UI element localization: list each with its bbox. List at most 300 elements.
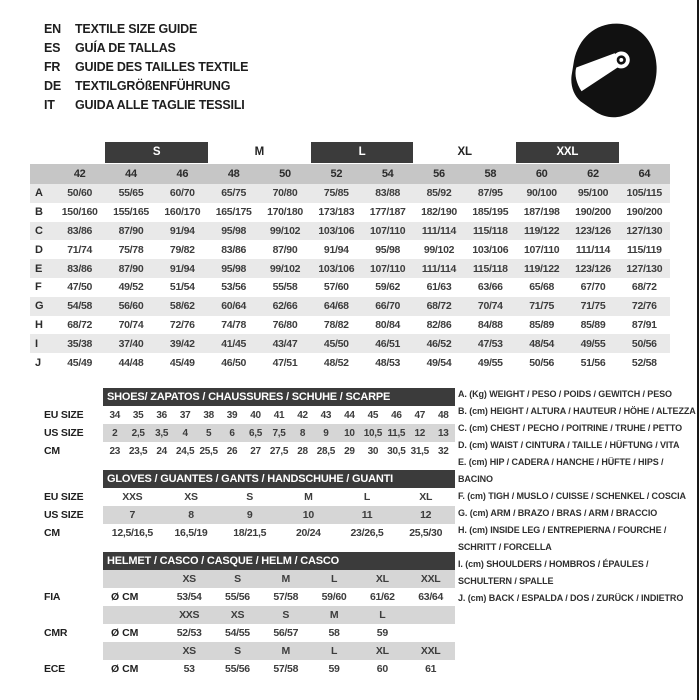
- row-label: US SIZE: [44, 427, 84, 439]
- glove-size-cell: 8: [188, 509, 194, 521]
- shoe-size-cell: 39: [226, 409, 238, 421]
- shoe-size-cell: 28,5: [316, 445, 336, 457]
- measurement-cell: 35/38: [67, 337, 93, 350]
- measurement-row: [30, 334, 670, 353]
- standard-label: CMR: [44, 627, 68, 639]
- glove-size-cell: 18/21,5: [233, 527, 267, 539]
- measurement-cell: 190/200: [626, 206, 663, 219]
- shoe-size-cell: 29: [344, 445, 355, 457]
- measurement-row: [30, 297, 670, 316]
- glove-size-cell: XXS: [122, 491, 143, 503]
- measurement-cell: 111/114: [575, 243, 611, 256]
- right-border-line: [697, 0, 699, 700]
- row-label: CM: [44, 527, 60, 539]
- measurement-cell: 47/50: [67, 281, 93, 294]
- row-letter: J: [35, 356, 42, 369]
- glove-size-cell: 23/26,5: [350, 527, 384, 539]
- shoe-size-cell: 27,5: [269, 445, 289, 457]
- shoes-title: SHOES/ ZAPATOS / CHAUSSURES / SCHUHE / SCARPE: [107, 391, 391, 403]
- shoe-size-cell: 42: [297, 409, 308, 421]
- measurement-row: [30, 222, 670, 241]
- measurement-cell: 57/60: [323, 281, 349, 294]
- measurement-cell: 85/92: [426, 187, 452, 200]
- shoe-size-cell: 2: [112, 427, 118, 439]
- measurement-rows: [30, 184, 670, 372]
- measurement-cell: 173/183: [318, 206, 355, 219]
- legend-item: H. (cm) INSIDE LEG / ENTREPIERNA / FOURCHE / SCHRITT / FORCELLA: [458, 525, 667, 552]
- measurement-cell: 56/60: [118, 300, 144, 313]
- helmet-size-cell: L: [379, 609, 386, 621]
- helmet-value-cell: 61/62: [369, 591, 395, 603]
- measurement-cell: 95/100: [577, 187, 609, 200]
- language-label: GUÍA DE TALLAS: [75, 41, 176, 55]
- helmet-size-cell: M: [281, 645, 290, 657]
- helmet-value-cell: 57/58: [273, 663, 299, 675]
- measurement-cell: 46/51: [375, 337, 401, 350]
- measurement-cell: 103/106: [318, 224, 355, 237]
- language-row: [44, 39, 248, 58]
- shoe-size-cell: 31,5: [410, 445, 429, 457]
- shoe-size-cell: 24: [156, 445, 167, 457]
- measurement-cell: 185/195: [472, 206, 509, 219]
- row-label: EU SIZE: [44, 491, 84, 503]
- shoe-size-cell: 23: [109, 445, 120, 457]
- language-row: [44, 96, 248, 115]
- shoe-size-cell: 12: [414, 427, 426, 439]
- glove-size-cell: 20/24: [295, 527, 321, 539]
- measurement-row: [30, 240, 670, 259]
- diameter-prefix: Ø CM: [111, 663, 139, 675]
- language-row: [44, 20, 248, 39]
- measurement-cell: 46/52: [426, 337, 452, 350]
- glove-size-cell: 12: [420, 509, 432, 521]
- helmet-size-labels: [103, 606, 455, 624]
- gloves-row-values: [103, 488, 455, 506]
- gloves-section: [30, 470, 460, 542]
- measurement-cell: 127/130: [626, 262, 663, 275]
- helmet-value-cell: 52/53: [176, 627, 202, 639]
- measurement-cell: 83/86: [67, 224, 93, 237]
- measurement-cell: 47/53: [477, 337, 503, 350]
- measurement-cell: 75/78: [118, 243, 144, 256]
- measurement-cell: 50/56: [631, 337, 657, 350]
- measurement-cell: 115/118: [472, 262, 508, 275]
- glove-size-cell: XL: [419, 491, 433, 503]
- size-number-cell: 54: [381, 168, 394, 180]
- helmet-size-cell: XS: [230, 609, 245, 621]
- row-letter: F: [35, 281, 42, 294]
- shoe-size-cell: 38: [203, 409, 214, 421]
- row-letter: B: [35, 206, 43, 219]
- shoe-size-cell: 3,5: [155, 427, 169, 439]
- measurement-cell: 119/122: [524, 224, 560, 237]
- shoe-size-cell: 46: [391, 409, 402, 421]
- measurement-cell: 78/82: [323, 318, 349, 331]
- diameter-prefix: Ø CM: [111, 627, 139, 639]
- size-number-cell: 42: [73, 168, 86, 180]
- glove-size-cell: 16,5/19: [174, 527, 208, 539]
- language-code: DE: [44, 79, 61, 93]
- shoe-size-cell: 47: [414, 409, 426, 421]
- shoes-section-header: [103, 388, 455, 406]
- measurement-row: [30, 353, 670, 372]
- measurement-cell: 87/95: [477, 187, 503, 200]
- helmet-size-labels: [103, 570, 455, 588]
- measurement-cell: 53/56: [221, 281, 247, 294]
- legend-item: A. (Kg) WEIGHT / PESO / POIDS / GEWITCH / PESO: [458, 389, 672, 399]
- size-number-cell: 64: [638, 168, 651, 180]
- measurement-cell: 45/50: [323, 337, 349, 350]
- size-number-cell: 58: [484, 168, 497, 180]
- helmet-values: [103, 624, 455, 642]
- helmet-standard-group: [30, 570, 460, 606]
- gloves-section-header: [103, 470, 455, 488]
- measurement-cell: 66/70: [375, 300, 401, 313]
- measurement-cell: 160/170: [164, 206, 201, 219]
- helmet-size-label-row: [30, 642, 460, 660]
- measurement-cell: 55/65: [118, 187, 144, 200]
- helmet-section: [30, 552, 460, 678]
- measurement-cell: 80/84: [375, 318, 401, 331]
- helmet-value-cell: 54/55: [225, 627, 250, 639]
- shoe-size-cell: 41: [273, 409, 285, 421]
- helmet-value-cell: 55/56: [225, 663, 250, 675]
- glove-size-cell: 10: [302, 509, 314, 521]
- measurement-cell: 90/100: [526, 187, 557, 200]
- measurement-cell: 41/45: [221, 337, 247, 350]
- measurement-row: [30, 316, 670, 335]
- measurement-cell: 111/114: [421, 224, 457, 237]
- measurement-cell: 99/102: [423, 243, 455, 256]
- helmet-value-cell: 56/57: [273, 627, 299, 639]
- helmet-size-labels: [103, 642, 455, 660]
- measurement-cell: 87/90: [118, 262, 144, 275]
- size-number-row: [30, 164, 670, 184]
- shoe-size-cell: 6: [229, 427, 235, 439]
- helmet-size-cell: S: [234, 645, 241, 657]
- measurement-cell: 44/48: [118, 356, 144, 369]
- measurement-legend: [458, 386, 696, 607]
- size-group-s: S: [105, 142, 208, 163]
- helmet-size-cell: XL: [375, 645, 389, 657]
- shoe-size-cell: 13: [438, 427, 449, 439]
- measurement-cell: 95/98: [221, 262, 247, 275]
- row-letter: E: [35, 262, 43, 275]
- size-number-cell: 50: [279, 168, 291, 180]
- measurement-cell: 79/82: [169, 243, 195, 256]
- measurement-cell: 48/54: [529, 337, 555, 350]
- helmet-size-cell: XS: [182, 645, 196, 657]
- shoes-row-values: [103, 442, 455, 460]
- measurement-cell: 127/130: [626, 224, 663, 237]
- measurement-cell: 165/175: [215, 206, 252, 219]
- shoe-size-cell: 23,5: [129, 445, 148, 457]
- language-row: [44, 77, 248, 96]
- measurement-cell: 123/126: [575, 262, 611, 275]
- measurement-cell: 95/98: [221, 224, 247, 237]
- glove-size-cell: 7: [129, 509, 136, 521]
- measurement-cell: 85/89: [529, 318, 555, 331]
- measurement-cell: 150/160: [61, 206, 98, 219]
- helmet-size-label-row: [30, 606, 460, 624]
- measurement-cell: 43/47: [272, 337, 298, 350]
- helmet-size-cell: XXL: [420, 645, 441, 657]
- measurement-cell: 65/68: [529, 281, 555, 294]
- helmet-size-cell: XL: [375, 573, 389, 585]
- measurement-cell: 91/94: [169, 262, 195, 275]
- language-code: EN: [44, 22, 61, 36]
- shoe-size-cell: 35: [132, 409, 144, 421]
- diameter-prefix: Ø CM: [111, 591, 139, 603]
- measurement-cell: 87/91: [631, 318, 657, 331]
- glove-size-cell: L: [363, 491, 371, 503]
- measurement-cell: 71/74: [67, 243, 93, 256]
- shoe-size-cell: 5: [205, 427, 212, 439]
- helmet-size-label-row: [30, 570, 460, 588]
- row-letter: I: [35, 337, 39, 350]
- row-letter: G: [35, 300, 44, 313]
- shoe-size-cell: 34: [109, 409, 120, 421]
- row-letter: D: [35, 243, 43, 256]
- shoe-size-cell: 11,5: [387, 427, 406, 439]
- shoe-size-cell: 6,5: [249, 427, 263, 439]
- helmet-value-row: [30, 624, 460, 642]
- helmet-size-cell: L: [330, 573, 338, 585]
- measurement-row: [30, 203, 670, 222]
- measurement-cell: 60/70: [169, 187, 195, 200]
- helmet-value-cell: 53: [183, 663, 195, 675]
- helmet-value-cell: 59: [328, 663, 340, 675]
- measurement-cell: 83/86: [221, 243, 247, 256]
- measurement-cell: 115/119: [626, 243, 662, 256]
- size-number-cell: 56: [433, 168, 445, 180]
- glove-size-cell: XS: [184, 491, 198, 503]
- shoe-size-cell: 2,5: [131, 427, 145, 439]
- helmet-standard-group: [30, 642, 460, 678]
- row-label: CM: [44, 445, 60, 457]
- size-number-cell: 48: [227, 168, 240, 180]
- measurement-cell: 58/62: [169, 300, 195, 313]
- measurement-cell: 68/72: [426, 300, 452, 313]
- measurement-cell: 72/76: [169, 318, 195, 331]
- glove-size-cell: 9: [246, 509, 253, 521]
- shoe-size-cell: 4: [182, 427, 188, 439]
- helmet-value-cell: 59: [376, 627, 388, 639]
- helmet-value-row: [30, 660, 460, 678]
- helmet-groups: [30, 570, 460, 678]
- measurement-cell: 95/98: [375, 243, 401, 256]
- glove-size-cell: 11: [361, 509, 373, 521]
- measurement-cell: 70/74: [477, 300, 503, 313]
- measurement-row: [30, 259, 670, 278]
- measurement-cell: 63/66: [477, 281, 503, 294]
- helmet-icon: [566, 20, 664, 124]
- measurement-cell: 39/42: [169, 337, 195, 350]
- size-group-xxl: XXL: [516, 142, 619, 163]
- measurement-cell: 115/118: [472, 224, 508, 237]
- language-label: GUIDE DES TAILLES TEXTILE: [75, 60, 249, 74]
- measurement-cell: 70/74: [118, 318, 144, 331]
- helmet-value-cell: 60: [376, 663, 388, 675]
- measurement-cell: 46/50: [221, 356, 247, 369]
- legend-item: I. (cm) SHOULDERS / HOMBROS / ÉPAULES / SCHULTERN / SPALLE: [458, 559, 649, 586]
- helmet-size-cell: XXL: [420, 573, 441, 585]
- gloves-title: GLOVES / GUANTES / GANTS / HANDSCHUHE / GUANTI: [107, 473, 393, 485]
- gloves-rows: [30, 488, 460, 542]
- measurement-cell: 49/55: [580, 337, 606, 350]
- measurement-cell: 50/56: [529, 356, 555, 369]
- helmet-size-cell: L: [330, 645, 338, 657]
- measurement-cell: 68/72: [631, 281, 657, 294]
- textile-size-table: [30, 142, 670, 372]
- measurement-cell: 72/76: [631, 300, 657, 313]
- gloves-size-row: [30, 524, 460, 542]
- measurement-cell: 87/90: [272, 243, 298, 256]
- measurement-cell: 49/54: [426, 356, 452, 369]
- language-list: [44, 20, 248, 115]
- row-label: EU SIZE: [44, 409, 84, 421]
- measurement-cell: 48/52: [323, 356, 349, 369]
- helmet-value-cell: 53/54: [176, 591, 202, 603]
- measurement-cell: 103/106: [318, 262, 355, 275]
- measurement-cell: 47/51: [272, 356, 298, 369]
- measurement-cell: 64/68: [323, 300, 349, 313]
- measurement-cell: 177/187: [369, 206, 406, 219]
- shoes-rows: [30, 406, 460, 460]
- language-label: TEXTILE SIZE GUIDE: [75, 22, 198, 36]
- language-row: [44, 58, 248, 77]
- measurement-cell: 59/62: [375, 281, 401, 294]
- row-letter: H: [35, 318, 43, 331]
- shoe-size-cell: 28: [297, 445, 308, 457]
- gloves-row-values: [103, 506, 455, 524]
- shoe-size-cell: 48: [438, 409, 449, 421]
- legend-item: C. (cm) CHEST / PECHO / POITRINE / TRUHE / PETTO: [458, 423, 683, 433]
- legend-item: B. (cm) HEIGHT / ALTURA / HAUTEUR / HÖHE / ALTEZZA: [458, 406, 696, 416]
- helmet-value-cell: 61: [425, 663, 437, 675]
- helmet-values: [103, 588, 455, 606]
- measurement-cell: 37/40: [118, 337, 144, 350]
- size-number-cell: 44: [125, 168, 137, 180]
- measurement-cell: 48/53: [375, 356, 401, 369]
- measurement-cell: 182/190: [421, 206, 457, 219]
- measurement-cell: 99/102: [269, 262, 301, 275]
- measurement-cell: 91/94: [169, 224, 195, 237]
- shoe-size-cell: 7,5: [272, 427, 286, 439]
- shoes-size-row: [30, 442, 460, 460]
- helmet-size-cell: S: [234, 573, 241, 585]
- measurement-cell: 65/75: [221, 187, 247, 200]
- measurement-cell: 84/88: [477, 318, 503, 331]
- helmet-standard-group: [30, 606, 460, 642]
- glove-size-cell: S: [246, 491, 254, 503]
- measurement-cell: 45/49: [169, 356, 195, 369]
- helmet-size-cell: XXS: [179, 609, 200, 621]
- language-code: IT: [44, 98, 55, 112]
- shoe-size-cell: 32: [438, 445, 449, 457]
- shoe-size-cell: 30: [367, 445, 379, 457]
- measurement-cell: 70/80: [272, 187, 298, 200]
- measurement-cell: 155/165: [113, 206, 149, 219]
- shoe-size-cell: 10: [344, 427, 355, 439]
- measurement-cell: 52/58: [631, 356, 657, 369]
- measurement-cell: 54/58: [67, 300, 93, 313]
- measurement-cell: 83/88: [375, 187, 401, 200]
- gloves-row-values: [103, 524, 455, 542]
- language-code: ES: [44, 41, 61, 55]
- shoe-size-cell: 45: [367, 409, 379, 421]
- measurement-cell: 74/78: [221, 318, 247, 331]
- shoes-size-row: [30, 424, 460, 442]
- shoe-size-cell: 37: [179, 409, 191, 421]
- measurement-cell: 99/102: [269, 224, 301, 237]
- legend-item: E. (cm) HIP / CADERA / HANCHE / HÜFTE / HIPS / BACINO: [458, 457, 664, 484]
- measurement-cell: 103/106: [472, 243, 509, 256]
- row-label: US SIZE: [44, 509, 84, 521]
- measurement-cell: 51/54: [169, 281, 195, 294]
- helmet-size-cell: M: [329, 609, 339, 621]
- row-letter: A: [35, 187, 43, 200]
- language-label: TEXTILGRÖßENFÜHRUNG: [75, 79, 231, 93]
- measurement-cell: 50/60: [67, 187, 93, 200]
- helmet-value-row: [30, 588, 460, 606]
- shoes-row-values: [103, 406, 455, 424]
- measurement-cell: 49/52: [118, 281, 144, 294]
- measurement-cell: 170/180: [267, 206, 303, 219]
- shoes-section: [30, 388, 460, 460]
- measurement-cell: 61/63: [426, 281, 452, 294]
- helmet-title: HELMET / CASCO / CASQUE / HELM / CASCO: [107, 555, 339, 567]
- language-label: GUIDA ALLE TAGLIE TESSILI: [75, 98, 245, 112]
- standard-label: ECE: [44, 663, 65, 675]
- measurement-cell: 60/64: [221, 300, 247, 313]
- shoes-size-row: [30, 406, 460, 424]
- shoe-size-cell: 25,5: [199, 445, 218, 457]
- shoe-size-cell: 44: [344, 409, 355, 421]
- size-group-row: [30, 142, 670, 163]
- measurement-cell: 190/200: [575, 206, 611, 219]
- shoe-size-cell: 40: [250, 409, 261, 421]
- measurement-cell: 49/55: [477, 356, 503, 369]
- measurement-cell: 75/85: [323, 187, 349, 200]
- measurement-cell: 71/75: [580, 300, 606, 313]
- measurement-row: [30, 278, 670, 297]
- shoe-size-cell: 30,5: [387, 445, 406, 457]
- glove-size-cell: M: [304, 491, 313, 503]
- legend-item: F. (cm) TIGH / MUSLO / CUISSE / SCHENKEL / COSCIA: [458, 491, 686, 501]
- row-letter: C: [35, 224, 43, 237]
- shoe-size-cell: 10,5: [363, 427, 382, 439]
- measurement-cell: 82/86: [426, 318, 452, 331]
- helmet-values: [103, 660, 455, 678]
- measurement-cell: 62/66: [272, 300, 298, 313]
- size-number-cell: 52: [330, 168, 343, 180]
- shoe-size-cell: 24,5: [175, 445, 195, 457]
- legend-item: J. (cm) BACK / ESPALDA / DOS / ZURÜCK / INDIETRO: [458, 593, 684, 603]
- size-group-m: M: [254, 146, 265, 158]
- helmet-value-cell: 59/60: [321, 591, 347, 603]
- helmet-value-cell: 55/56: [225, 591, 250, 603]
- measurement-cell: 67/70: [580, 281, 606, 294]
- helmet-section-header: [103, 552, 455, 570]
- measurement-cell: 45/49: [67, 356, 93, 369]
- helmet-value-cell: 57/58: [273, 591, 299, 603]
- gloves-size-row: [30, 506, 460, 524]
- measurement-cell: 76/80: [272, 318, 298, 331]
- shoe-size-cell: 9: [323, 427, 329, 439]
- legend-item: D. (cm) WAIST / CINTURA / TAILLE / HÜFTUNG / VITA: [458, 440, 680, 450]
- shoe-size-cell: 27: [250, 445, 261, 457]
